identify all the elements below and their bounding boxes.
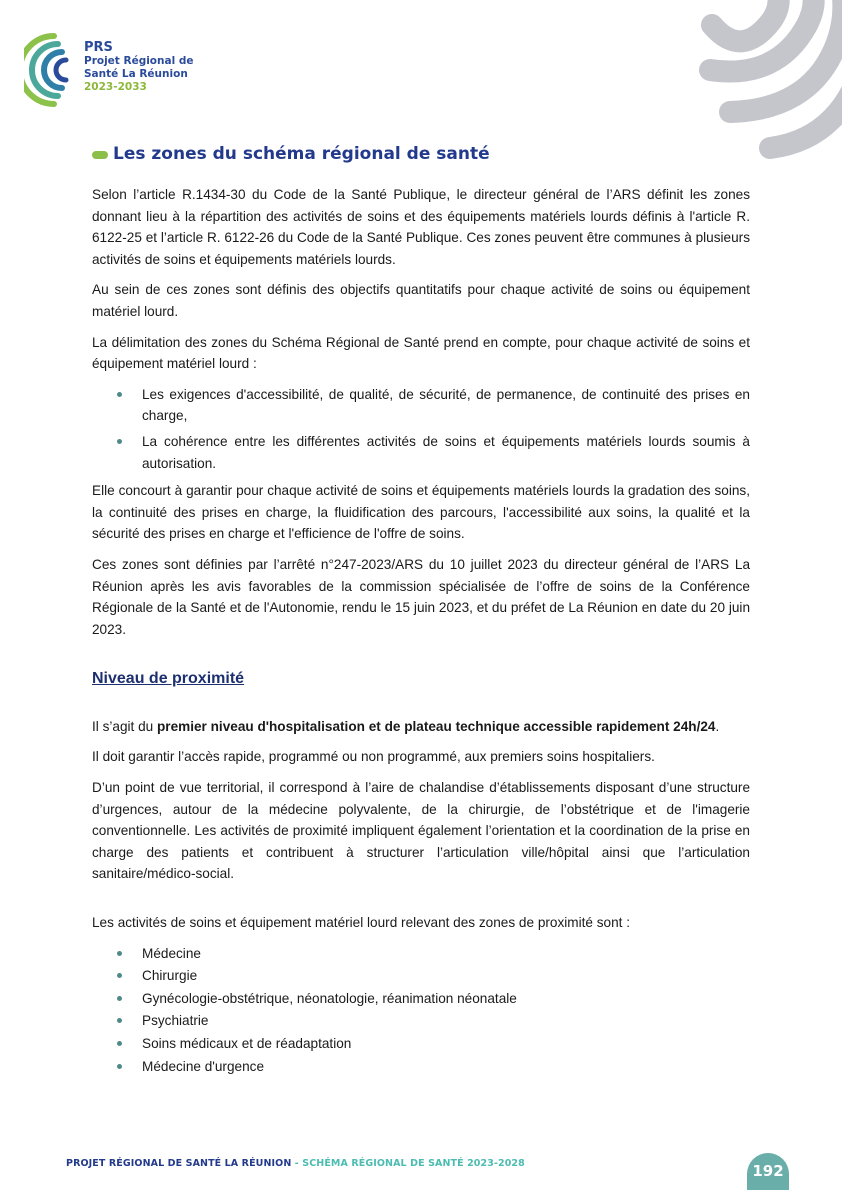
criteria-list (92, 384, 750, 474)
green-pill-icon (92, 151, 108, 159)
footer-left: PROJET RÉGIONAL DE SANTÉ LA RÉUNION (66, 1158, 292, 1169)
list-intro: Les activités de soins et équipement matériel lourd relevant des zones de proximité sont : (92, 915, 630, 931)
section-title-text: Les zones du schéma régional de santé (113, 144, 490, 165)
logo-line-1: Projet Régional de (84, 55, 194, 67)
section-title (92, 140, 750, 170)
paragraph: D’un point de vue territorial, il correspond à l’aire de chalandise d’établissements disposant d’une structure d’urgences, autour de la médecine polyvalente, de la chirurgie, de l’obstétrique et de l'imagerie conventionnelle. Les activités de proximité impliquent également l’orientation et la coordination de la prise en charge des patients et contribuent à structurer l’articulation ville/hôpital ainsi que l’articulation sanitaire/médico-social. (92, 780, 750, 882)
subheading-proximite: Niveau de proximité (92, 670, 245, 688)
page-number-badge: 192 (747, 1153, 789, 1190)
paragraph: Il doit garantir l’accès rapide, programmé ou non programmé, aux premiers soins hospitaliers. (92, 749, 655, 765)
paragraph: La délimitation des zones du Schéma Régional de Santé prend en compte, pour chaque activité de soins et équipement matériel lourd : (92, 334, 750, 372)
logo-acronym: PRS (84, 40, 113, 55)
list-item: Chirurgie (92, 965, 750, 987)
prs-logo (24, 30, 204, 110)
activities-list (92, 943, 750, 1078)
list-item: Médecine d'urgence (92, 1056, 750, 1078)
prs-logo-arcs-icon (24, 30, 84, 110)
paragraph: Au sein de ces zones sont définis des objectifs quantitatifs pour chaque activité de soins ou équipement matériel lourd. (92, 282, 750, 319)
paragraph: Selon l’article R.1434-30 du Code de la Santé Publique, le directeur général de l’ARS définit les zones donnant lieu à la répartition des activités de soins et des équipements matériels lourds définis à l'article R. 6122-25 et l’article R. 6122-26 du Code de la Santé Publique. Ces zones peuvent être communes à plusieurs activités de soins et équipements matériels lourds. (92, 187, 750, 267)
list-item: Psychiatrie (92, 1010, 750, 1032)
footer-separator: - (291, 1158, 303, 1169)
list-item: La cohérence entre les différentes activités de soins et équipements matériels lourds soumis à autorisation. (92, 431, 750, 474)
footer-right: SCHÉMA RÉGIONAL DE SANTÉ 2023-2028 (302, 1158, 525, 1169)
intro-paragraph: Il s’agit du premier niveau d'hospitalisation et de plateau technique accessible rapidement 24h/24. (92, 718, 720, 734)
list-item: Gynécologie-obstétrique, néonatologie, réanimation néonatale (92, 988, 750, 1010)
logo-line-2: Santé La Réunion (84, 68, 188, 80)
page-footer (66, 1158, 525, 1169)
logo-years: 2023-2033 (84, 81, 147, 93)
main-content (92, 140, 750, 1083)
list-item: Soins médicaux et de réadaptation (92, 1033, 750, 1055)
paragraph: Ces zones sont définies par l’arrêté n°247-2023/ARS du 10 juillet 2023 du directeur général de l’ARS La Réunion après les avis favorables de la commission spécialisée de l’offre de soins de la Conférence Régionale de la Santé et de l'Autonomie, rendu le 15 juin 2023, et du préfet de La Réunion en date du 20 juin 2023. (92, 556, 750, 637)
paragraph: Elle concourt à garantir pour chaque activité de soins et équipements matériels lourds la gradation des soins, la continuité des prises en charge, la fluidification des parcours, l'accessibilité aux soins, la qualité et la sécurité des prises en charge et l'efficience de l'offre de soins. (92, 483, 750, 542)
list-item: Médecine (92, 943, 750, 965)
intro-bold: premier niveau d'hospitalisation et de plateau technique accessible rapidement 24h/24 (156, 718, 716, 734)
list-item: Les exigences d'accessibilité, de qualité, de sécurité, de permanence, de continuité des prises en charge, (92, 384, 750, 427)
